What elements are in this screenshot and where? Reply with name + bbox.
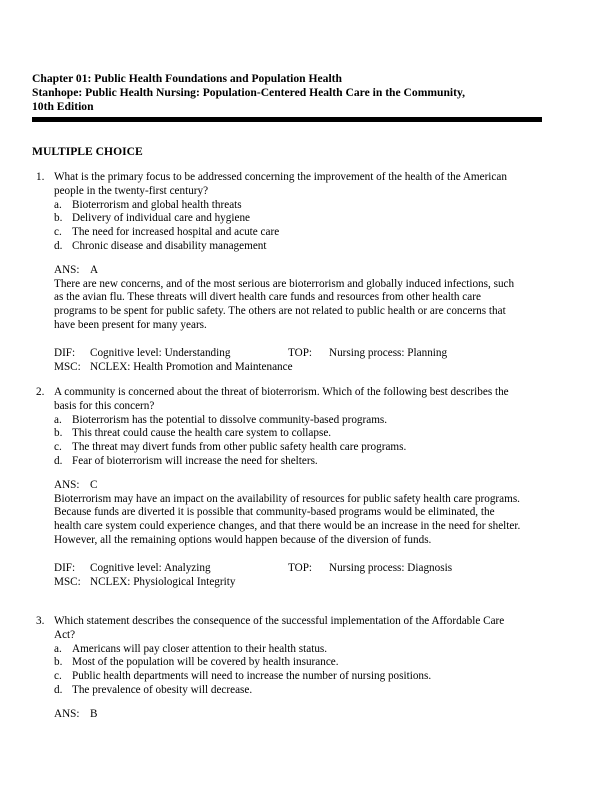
- option-text: This threat could cause the health care system to collapse.: [72, 427, 332, 440]
- option-list: [54, 414, 524, 469]
- msc-value: NCLEX: Physiological Integrity: [90, 575, 236, 588]
- option-text: Bioterrorism and global health threats: [72, 198, 242, 211]
- question-number: 2.: [36, 386, 45, 398]
- chapter-title: Chapter 01: Public Health Foundations and Population Health: [32, 72, 342, 85]
- option-letter: d.: [54, 239, 63, 252]
- option-letter: b.: [54, 656, 63, 669]
- option-text: The prevalence of obesity will decrease.: [72, 683, 253, 696]
- section-title: MULTIPLE CHOICE: [32, 145, 143, 158]
- question-stem: A community is concerned about the threat of bioterrorism. Which of the following best describes the basis for this concern?: [54, 386, 509, 412]
- option-letter: c.: [54, 670, 62, 683]
- option-text: The threat may divert funds from other public safety health care programs.: [72, 441, 407, 454]
- option-b: [54, 427, 524, 441]
- answer-line: [54, 264, 524, 278]
- option-text: Fear of bioterrorism will increase the need for shelters.: [72, 454, 318, 467]
- option-letter: a.: [54, 413, 62, 426]
- msc-label: MSC:: [54, 575, 81, 588]
- msc-value: NCLEX: Health Promotion and Maintenance: [90, 360, 293, 373]
- answer-label: ANS:: [54, 707, 80, 720]
- document-header: [32, 72, 542, 114]
- question-1: [36, 171, 524, 375]
- question-number: 3.: [36, 615, 45, 627]
- answer-value: A: [90, 263, 99, 276]
- meta-row-dif-top: [54, 562, 524, 576]
- option-d: [54, 240, 524, 254]
- dif-value: Cognitive level: Analyzing: [90, 561, 211, 574]
- option-text: Americans will pay closer attention to their health status.: [72, 642, 328, 655]
- top-label: TOP:: [288, 561, 313, 574]
- top-value: Nursing process: Planning: [329, 346, 448, 359]
- dif-value: Cognitive level: Understanding: [90, 346, 231, 359]
- option-letter: b.: [54, 427, 63, 440]
- question-3: [36, 615, 524, 722]
- option-letter: d.: [54, 683, 63, 696]
- option-letter: c.: [54, 226, 62, 239]
- option-text: Chronic disease and disability management: [72, 239, 267, 252]
- question-2: [36, 386, 524, 590]
- question-meta: [54, 562, 524, 590]
- rationale: Bioterrorism may have an impact on the availability of resources for public safety health care programs. Because funds are diverted it is possible that community-based programs would be eliminated, the health care system could experience changes, and that there would be an increase in the need for shelter. However, all the remaining options would happen because of the diversion of funds.: [54, 492, 521, 546]
- option-text: Delivery of individual care and hygiene: [72, 212, 251, 225]
- option-letter: b.: [54, 212, 63, 225]
- rationale: There are new concerns, and of the most serious are bioterrorism and globally induced infections, such as the avian flu. These threats will divert health care funds and resources from other health care programs to be spent for public safety. The others are not related to public health or are concerns that have been present for many years.: [54, 277, 515, 331]
- option-letter: c.: [54, 441, 62, 454]
- book-title: Stanhope: Public Health Nursing: Population-Centered Health Care in the Community,: [32, 86, 466, 99]
- option-d: [54, 455, 524, 469]
- option-text: Bioterrorism has the potential to dissolve community-based programs.: [72, 413, 388, 426]
- msc-label: MSC:: [54, 360, 81, 373]
- top-value: Nursing process: Diagnosis: [329, 561, 453, 574]
- option-letter: a.: [54, 642, 62, 655]
- meta-row-dif-top: [54, 347, 524, 361]
- option-b: [54, 212, 524, 226]
- question-stem: Which statement describes the consequence of the successful implementation of the Affordable Care Act?: [54, 615, 505, 641]
- option-text: The need for increased hospital and acute care: [72, 226, 280, 239]
- option-c: [54, 226, 524, 240]
- option-a: [54, 199, 524, 213]
- option-list: [54, 643, 524, 698]
- option-c: [54, 670, 524, 684]
- option-text: Most of the population will be covered by health insurance.: [72, 656, 339, 669]
- question-stem: What is the primary focus to be addressed concerning the improvement of the health of the American people in the twenty-first century?: [54, 171, 507, 197]
- meta-row-msc: [54, 361, 524, 375]
- option-letter: a.: [54, 198, 62, 211]
- option-list: [54, 199, 524, 254]
- meta-row-msc: [54, 576, 524, 590]
- option-letter: d.: [54, 454, 63, 467]
- answer-line: [54, 479, 524, 493]
- answer-label: ANS:: [54, 478, 80, 491]
- option-c: [54, 441, 524, 455]
- dif-label: DIF:: [54, 561, 76, 574]
- answer-line: [54, 708, 524, 722]
- option-d: [54, 684, 524, 698]
- book-edition: 10th Edition: [32, 100, 94, 113]
- option-a: [54, 414, 524, 428]
- dif-label: DIF:: [54, 346, 76, 359]
- question-meta: [54, 347, 524, 375]
- question-number: 1.: [36, 171, 45, 183]
- option-b: [54, 656, 524, 670]
- answer-value: B: [90, 707, 98, 720]
- answer-value: C: [90, 478, 98, 491]
- option-a: [54, 643, 524, 657]
- answer-label: ANS:: [54, 263, 80, 276]
- header-rule: [32, 117, 542, 122]
- top-label: TOP:: [288, 346, 313, 359]
- option-text: Public health departments will need to increase the number of nursing positions.: [72, 670, 432, 683]
